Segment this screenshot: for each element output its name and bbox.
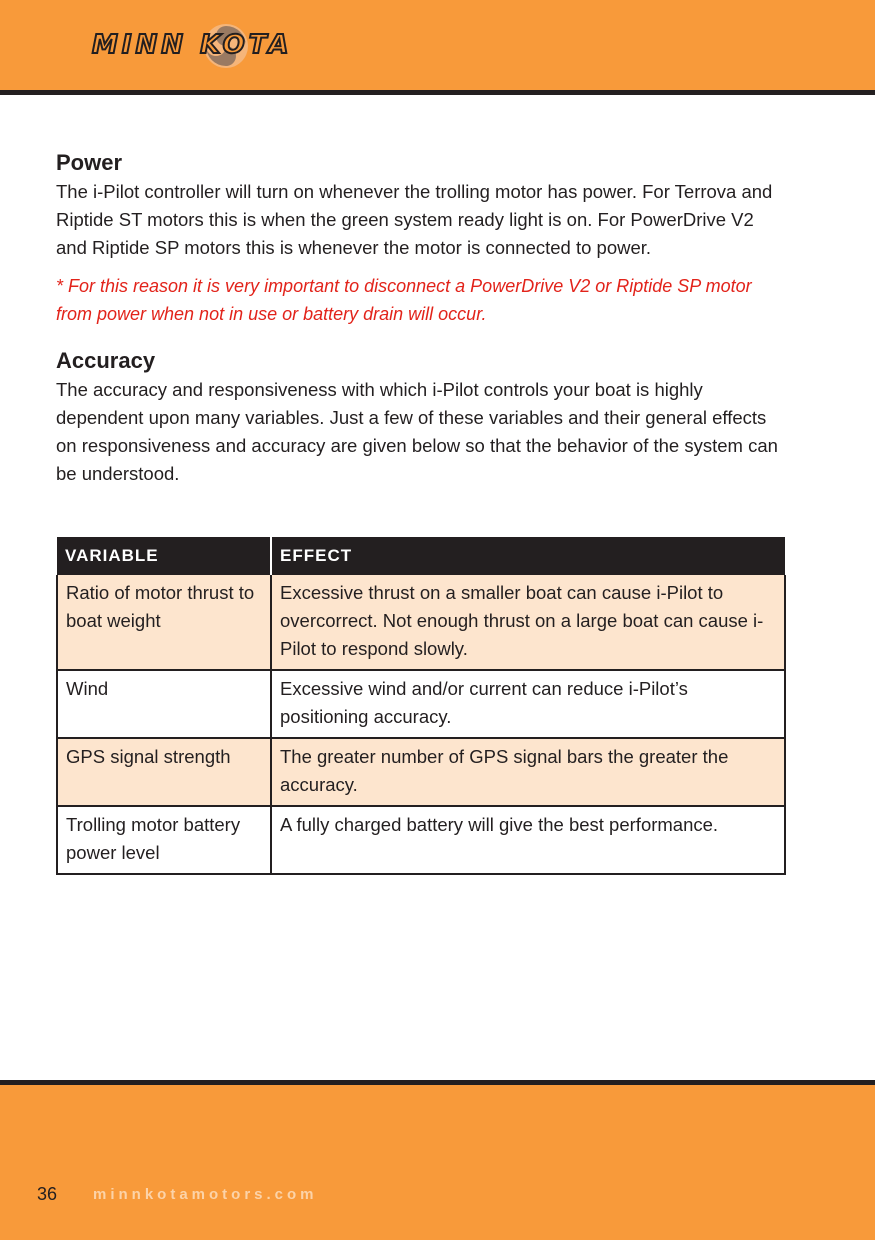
- footer-band: [0, 1085, 875, 1240]
- power-title: Power: [56, 150, 123, 175]
- accuracy-body: The accuracy and responsiveness with which i-Pilot controls your boat is highly dependent upon many variables. Just a few of these variables and their general effects on responsiveness and accuracy are given below so that the behavior of the system can be understood.: [56, 379, 778, 484]
- table-row: [57, 738, 785, 806]
- row-variable: GPS signal strength: [57, 738, 271, 806]
- row-effect: A fully charged battery will give the best performance.: [271, 806, 785, 874]
- power-body: The i-Pilot controller will turn on whenever the trolling motor has power. For Terrova and Riptide ST motors this is when the green system ready light is on. For PowerDrive V2 and Riptide SP motors this is whenever the motor is connected to power.: [56, 181, 773, 258]
- variables-table: [56, 537, 786, 875]
- header-variable: VARIABLE: [57, 537, 271, 575]
- table-row: [57, 670, 785, 738]
- row-effect: Excessive wind and/or current can reduce i-Pilot’s positioning accuracy.: [271, 670, 785, 738]
- table-header-row: [57, 537, 785, 575]
- table-row: [57, 575, 785, 670]
- header-rule: [0, 90, 875, 95]
- row-variable: Ratio of motor thrust to boat weight: [57, 575, 271, 670]
- logo-text: MINN KOTA: [92, 30, 293, 60]
- minn-kota-logo: [92, 22, 362, 70]
- power-note: * For this reason it is very important to disconnect a PowerDrive V2 or Riptide SP motor from power when not in use or battery drain will occur.: [56, 276, 752, 324]
- row-variable: Trolling motor battery power level: [57, 806, 271, 874]
- page-number: 36: [37, 1184, 58, 1204]
- website-text: minnkotamotors.com: [93, 1186, 318, 1203]
- accuracy-title: Accuracy: [56, 348, 156, 373]
- row-effect: The greater number of GPS signal bars the greater the accuracy.: [271, 738, 785, 806]
- header-effect: EFFECT: [271, 537, 785, 575]
- table-row: [57, 806, 785, 874]
- row-variable: Wind: [57, 670, 271, 738]
- main-content: [56, 148, 786, 488]
- row-effect: Excessive thrust on a smaller boat can cause i-Pilot to overcorrect. Not enough thrust on a large boat can cause i-Pilot to respond slowly.: [271, 575, 785, 670]
